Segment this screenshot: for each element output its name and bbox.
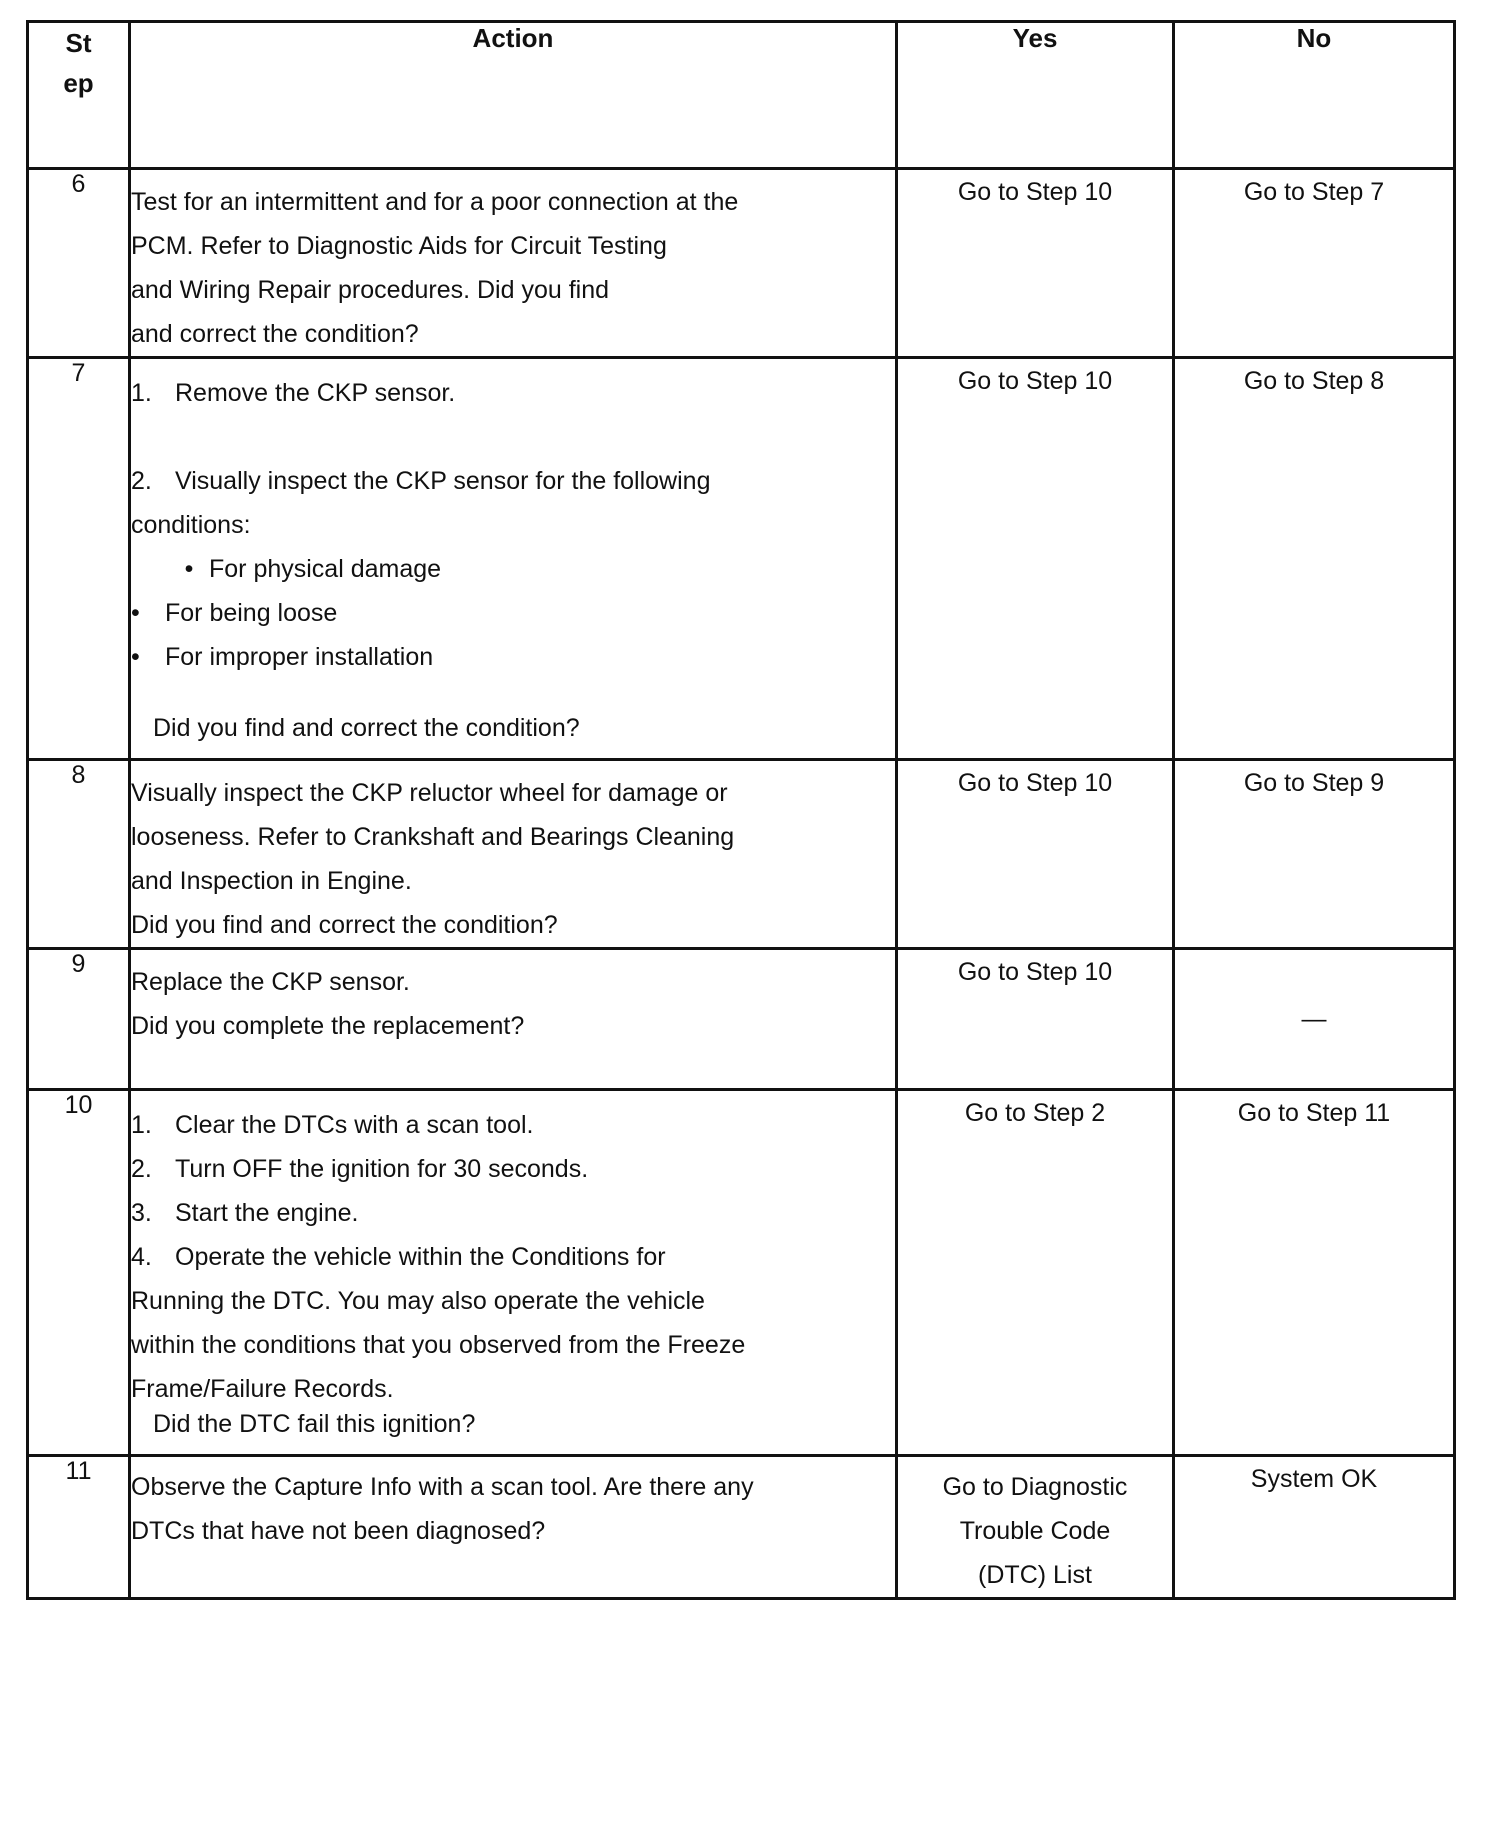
list-item: • For physical damage	[184, 555, 442, 583]
action-cell: Observe the Capture Info with a scan tool. Are there any DTCs that have not been diagnosed?	[130, 1456, 897, 1599]
no-result: Go to Step 8	[1174, 358, 1455, 760]
table-row-step-7	[28, 358, 1455, 760]
action-cell: Replace the CKP sensor. Did you complete the replacement?	[130, 949, 897, 1090]
no-result: Go to Step 9	[1174, 760, 1455, 949]
action-cell: 1. Clear the DTCs with a scan tool. 2. Turn OFF the ignition for 30 seconds. 3. Start the engine. 4. Operate the vehicle within the Conditions for Running the DTC. You may also operate the vehicle within the conditions that you observed from the Freeze Frame/Failure Records. Did the DTC fail this ignition?	[130, 1090, 897, 1456]
no-result: System OK	[1174, 1456, 1455, 1599]
step-number: 8	[28, 760, 130, 949]
step-number: 10	[28, 1090, 130, 1456]
step-number: 9	[28, 949, 130, 1090]
action-cell: 1. Remove the CKP sensor. 2. Visually inspect the CKP sensor for the following conditions: • For physical damage • For being loose • For improper installation Did you find and correct the condition?	[130, 358, 897, 760]
yes-result: Go to Step 10	[897, 949, 1174, 1090]
yes-result: Go to Step 2	[897, 1090, 1174, 1456]
header-row	[28, 22, 1455, 169]
step-number: 7	[28, 358, 130, 760]
yes-result: Go to Diagnostic Trouble Code (DTC) List	[897, 1456, 1174, 1599]
header-no: No	[1174, 22, 1455, 169]
no-result: Go to Step 7	[1174, 169, 1455, 358]
header-step: St ep	[28, 22, 130, 169]
yes-result: Go to Step 10	[897, 760, 1174, 949]
table-row-step-8	[28, 760, 1455, 949]
step-number: 6	[28, 169, 130, 358]
diagnostic-table	[26, 20, 1456, 1600]
yes-result: Go to Step 10	[897, 169, 1174, 358]
no-result: —	[1174, 949, 1455, 1090]
no-result: Go to Step 11	[1174, 1090, 1455, 1456]
list-item: • For improper installation	[131, 643, 434, 671]
header-action: Action	[130, 22, 897, 169]
action-cell: Visually inspect the CKP reluctor wheel for damage or looseness. Refer to Crankshaft and Bearings Cleaning and Inspection in Engine. Did you find and correct the condition?	[130, 760, 897, 949]
table-row-step-11	[28, 1456, 1455, 1599]
table-row-step-9	[28, 949, 1455, 1090]
header-yes: Yes	[897, 22, 1174, 169]
yes-result: Go to Step 10	[897, 358, 1174, 760]
action-cell: Test for an intermittent and for a poor connection at the PCM. Refer to Diagnostic Aids for Circuit Testing and Wiring Repair procedures. Did you find and correct the condition?	[130, 169, 897, 358]
list-item: • For being loose	[131, 599, 338, 627]
table-row-step-10	[28, 1090, 1455, 1456]
table-row-step-6	[28, 169, 1455, 358]
step-number: 11	[28, 1456, 130, 1599]
